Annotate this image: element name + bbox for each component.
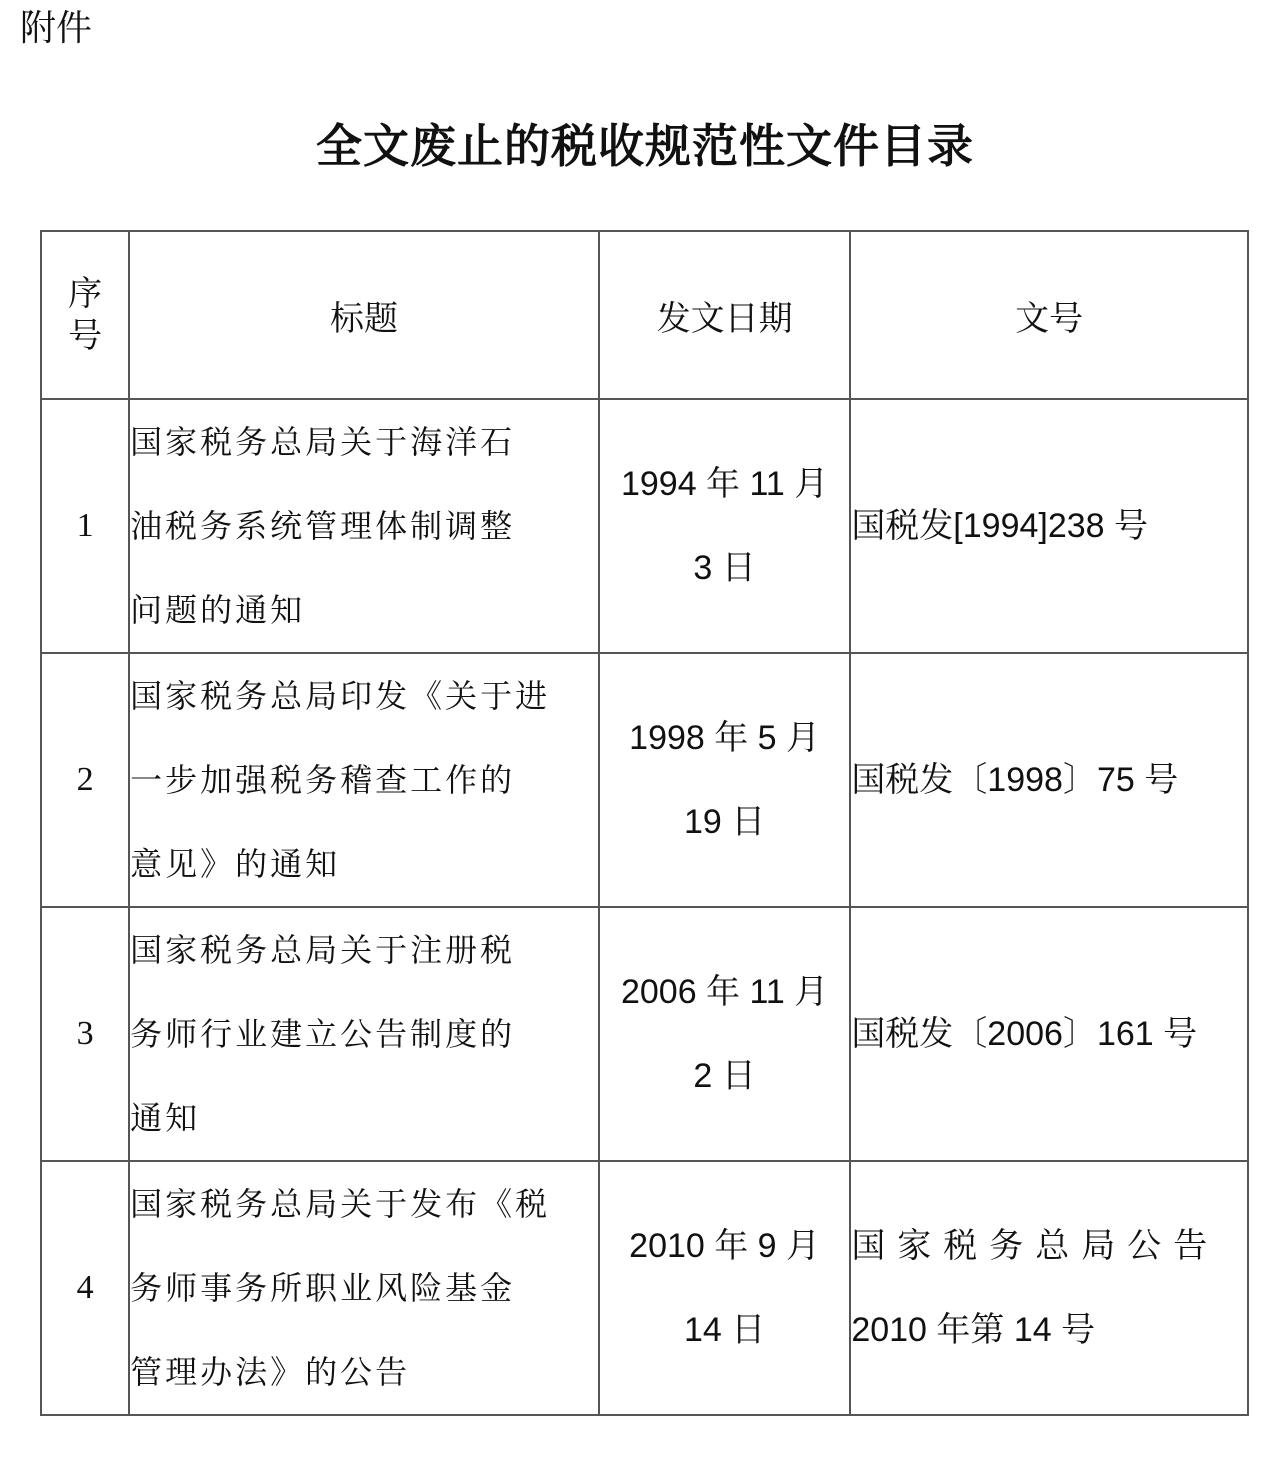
- table-row: [41, 907, 1248, 1161]
- row-index: 2: [41, 653, 129, 907]
- table-header-row: [41, 231, 1248, 399]
- row-index: 1: [41, 399, 129, 653]
- abolished-documents-table: [40, 230, 1249, 1416]
- column-header-date: 发文日期: [599, 231, 850, 399]
- row-date: 2010 年 9 月 14 日: [599, 1161, 850, 1415]
- row-date: 1998 年 5 月 19 日: [599, 653, 850, 907]
- row-title: 国家税务总局关于发布《税 务师事务所职业风险基金 管理办法》的公告: [129, 1161, 599, 1415]
- row-doc-number: 国家税务总局公告 2010 年第 14 号: [850, 1161, 1248, 1415]
- row-date: 2006 年 11 月 2 日: [599, 907, 850, 1161]
- document-title: 全文废止的税收规范性文件目录: [316, 119, 974, 173]
- column-header-doc-number: 文号: [850, 231, 1248, 399]
- table-row: [41, 653, 1248, 907]
- column-header-title: 标题: [129, 231, 599, 399]
- column-header-index: 序 号: [41, 231, 129, 399]
- table-row: [41, 1161, 1248, 1415]
- row-index: 3: [41, 907, 129, 1161]
- row-doc-number: 国税发〔1998〕75 号: [850, 653, 1248, 907]
- table-row: [41, 399, 1248, 653]
- row-doc-number: 国税发〔2006〕161 号: [850, 907, 1248, 1161]
- row-doc-number: 国税发[1994]238 号: [850, 399, 1248, 653]
- attachment-label: 附件: [20, 8, 93, 49]
- row-title: 国家税务总局关于注册税 务师行业建立公告制度的 通知: [129, 907, 599, 1161]
- row-date: 1994 年 11 月 3 日: [599, 399, 850, 653]
- row-title: 国家税务总局印发《关于进 一步加强税务稽查工作的 意见》的通知: [129, 653, 599, 907]
- row-title: 国家税务总局关于海洋石 油税务系统管理体制调整 问题的通知: [129, 399, 599, 653]
- row-index: 4: [41, 1161, 129, 1415]
